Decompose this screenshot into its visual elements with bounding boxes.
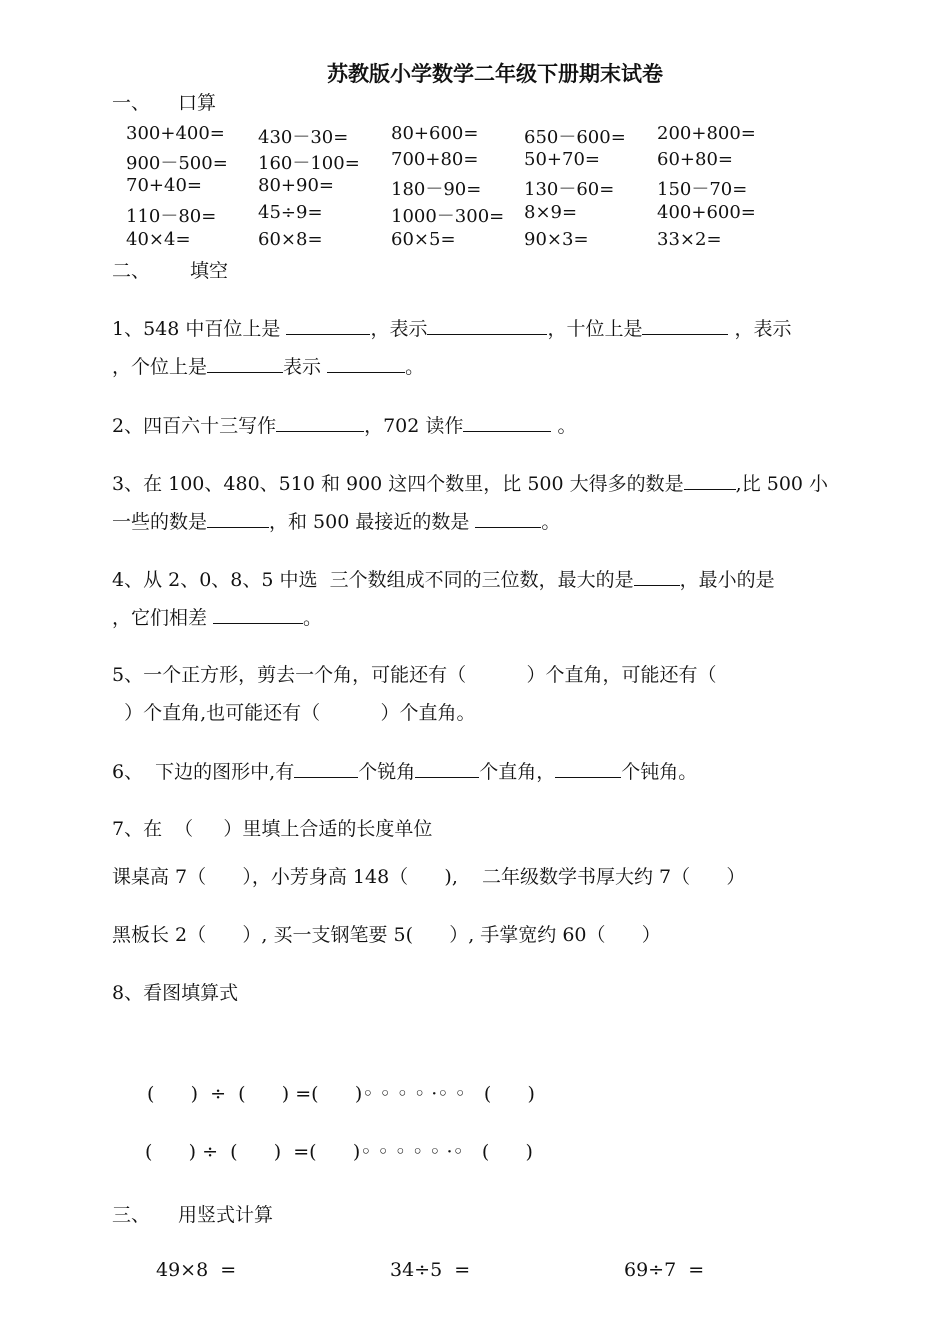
arith-item: 45÷9=: [258, 202, 323, 223]
arith-item: 40×4=: [126, 229, 191, 250]
q1-text: ，十位上是: [547, 318, 643, 340]
answer-blank[interactable]: [213, 604, 303, 624]
arith-item: 180－90=: [391, 179, 482, 200]
q4-text: 4、从 2、0、8、5 中选 三个数组成不同的三位数，最大的是: [112, 569, 634, 591]
arith-item: 90×3=: [524, 229, 589, 250]
question-8-title: 8、看图填算式: [112, 982, 239, 1004]
arith-item: 60×8=: [258, 229, 323, 250]
arith-item: 160－100=: [258, 153, 360, 174]
q1-text: 表示: [283, 356, 328, 378]
arith-item: 150－70=: [657, 179, 748, 200]
answer-blank[interactable]: [634, 566, 680, 586]
arith-item: 50+70=: [524, 149, 600, 170]
section-2-number: 二、: [112, 260, 151, 282]
answer-blank[interactable]: [327, 353, 405, 373]
vertical-calc-item: 34÷5 =: [390, 1259, 471, 1281]
q4-text: ，它们相差: [112, 607, 214, 629]
section-3-number: 三、: [112, 1204, 151, 1226]
section-2-label: 填空: [190, 260, 229, 282]
vertical-calc-item: 69÷7 =: [624, 1259, 705, 1281]
answer-blank[interactable]: [475, 508, 541, 528]
arith-item: 80+600=: [391, 123, 479, 144]
arith-item: 8×9=: [524, 202, 578, 223]
answer-blank[interactable]: [555, 758, 621, 778]
answer-blank[interactable]: [415, 758, 479, 778]
q2-text: 2、四百六十三写作: [112, 415, 277, 437]
question-7-line-2: 黑板长 2（ ）, 买一支钢笔要 5( ）, 手掌宽约 60（ ）: [112, 924, 661, 946]
vertical-calc-item: 49×8 =: [156, 1259, 237, 1281]
question-8-equation-1: ( ) ÷ ( ) =( )◦ ◦ ◦ ◦ ·◦ ◦ ( ): [147, 1083, 535, 1105]
question-1-line-2: [112, 352, 424, 379]
arith-item: 60×5=: [391, 229, 456, 250]
arith-item: 80+90=: [258, 175, 334, 196]
question-1-line-1: [112, 314, 792, 341]
answer-blank[interactable]: [684, 470, 736, 490]
answer-blank[interactable]: [427, 315, 547, 335]
answer-blank[interactable]: [463, 412, 551, 432]
question-3-line-2: [112, 507, 560, 534]
q3-text: 。: [541, 511, 561, 533]
q4-text: ，最小的是: [679, 569, 775, 591]
arith-item: 300+400=: [126, 123, 225, 144]
question-2: [112, 411, 576, 438]
q6-text: 个直角，: [479, 761, 556, 783]
answer-blank[interactable]: [207, 508, 269, 528]
question-4-line-2: [112, 603, 322, 630]
arith-item: 700+80=: [391, 149, 479, 170]
arith-item: 70+40=: [126, 175, 202, 196]
arith-item: 110－80=: [126, 206, 217, 227]
arith-item: 60+80=: [657, 149, 733, 170]
q6-text: 个锐角: [358, 761, 416, 783]
page-title: 苏教版小学数学二年级下册期末试卷: [327, 62, 663, 86]
arith-item: 200+800=: [657, 123, 756, 144]
section-3-label: 用竖式计算: [178, 1204, 274, 1226]
answer-blank[interactable]: [276, 412, 364, 432]
question-8-equation-2: ( ) ÷ ( ) =( )◦ ◦ ◦ ◦ ◦ ·◦ ( ): [145, 1141, 533, 1163]
q1-text: 。: [405, 356, 425, 378]
question-3-line-1: [112, 469, 828, 496]
arith-item: 650－600=: [524, 127, 626, 148]
q1-text: ，表示: [728, 318, 792, 340]
question-7-line-1: 课桌高 7（ ），小芳身高 148（ ), 二年级数学书厚大约 7（ ）: [112, 866, 746, 888]
answer-blank[interactable]: [642, 315, 728, 335]
arith-item: 900－500=: [126, 153, 228, 174]
question-5-line-1: 5、一个正方形，剪去一个角，可能还有（ ）个直角，可能还有（: [112, 664, 717, 686]
answer-blank[interactable]: [286, 315, 370, 335]
q6-text: 个钝角。: [621, 761, 698, 783]
q1-text: ，个位上是: [112, 356, 208, 378]
q4-text: 。: [303, 607, 323, 629]
arith-item: 33×2=: [657, 229, 722, 250]
q3-text: 一些的数是: [112, 511, 208, 533]
answer-blank[interactable]: [294, 758, 358, 778]
question-4-line-1: [112, 565, 775, 592]
arith-item: 430－30=: [258, 127, 349, 148]
arith-item: 400+600=: [657, 202, 756, 223]
question-6: [112, 757, 697, 784]
q3-text: ，和 500 最接近的数是: [269, 511, 476, 533]
answer-blank[interactable]: [207, 353, 283, 373]
question-7-title: 7、在 （ ）里填上合适的长度单位: [112, 818, 433, 840]
q2-text: ，702 读作: [364, 415, 464, 437]
q1-text: ，表示: [370, 318, 428, 340]
q2-text: 。: [551, 415, 577, 437]
q3-text: 3、在 100、480、510 和 900 这四个数里，比 500 大得多的数是: [112, 473, 684, 495]
q1-text: 1、548 中百位上是: [112, 318, 287, 340]
section-1-label: 口算: [178, 92, 217, 114]
arith-item: 130－60=: [524, 179, 615, 200]
q3-text: ,比 500 小: [735, 473, 829, 495]
q6-text: 6、 下边的图形中,有: [112, 761, 295, 783]
arith-item: 1000－300=: [391, 206, 505, 227]
section-1-number: 一、: [112, 92, 151, 114]
question-5-line-2: ）个直角,也可能还有（ ）个直角。: [112, 702, 476, 724]
